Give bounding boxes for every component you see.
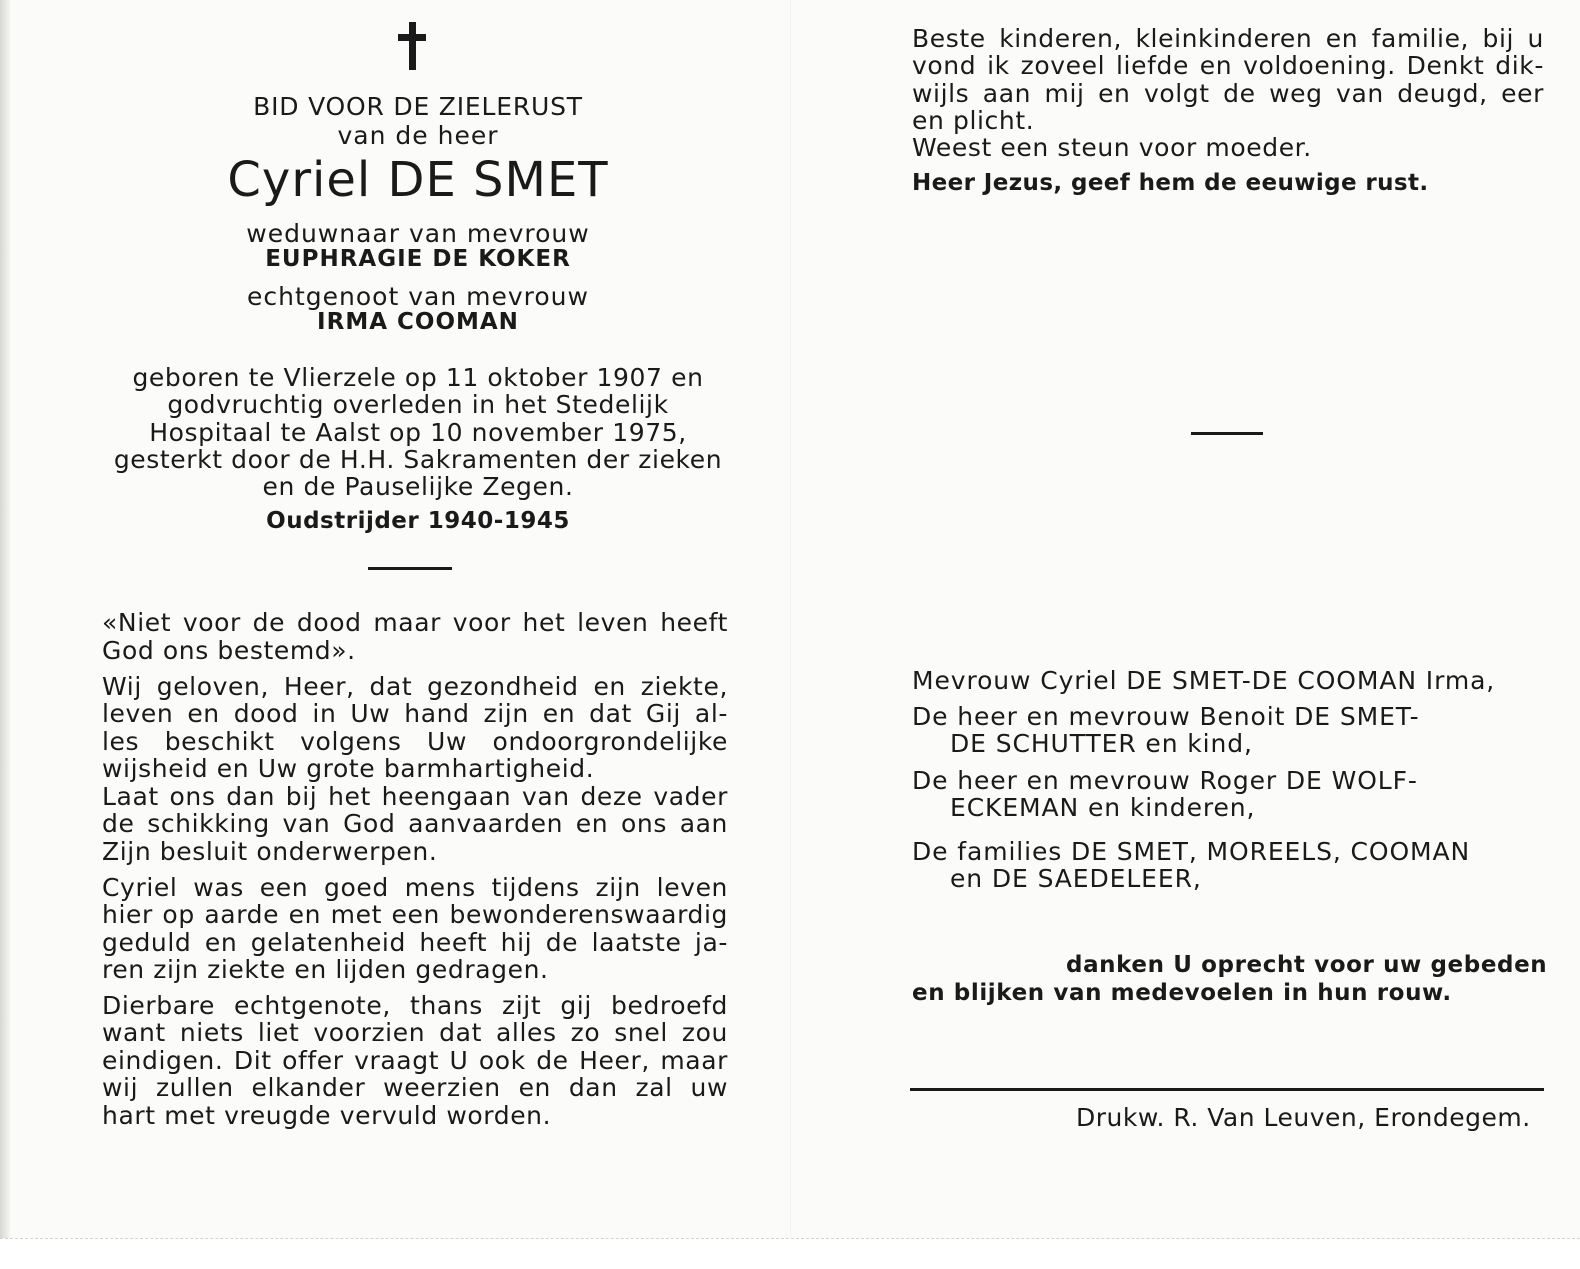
family-line: ECKEMAN en kinderen, <box>950 793 1256 822</box>
widower-of: weduwnaar van mevrouw <box>246 219 590 248</box>
farewell-line: want niets liet voorzien dat alles zo snel zou <box>102 1018 728 1047</box>
family-line: De families DE SMET, MOREELS, COOMAN <box>912 837 1471 866</box>
farewell-line: Dierbare echtgenote, thans zijt gij bedroefd <box>102 991 728 1020</box>
tribute-line: Cyriel was een goed mens tijdens zijn leven <box>102 873 728 902</box>
family-line: en DE SAEDELEER, <box>950 864 1202 893</box>
intro-line: Beste kinderen, kleinkinderen en familie, bij u <box>912 24 1544 53</box>
tribute-line: hier op aarde en met een bewonderenswaardig <box>102 900 728 929</box>
subheading: van de heer <box>337 121 499 150</box>
thanks-line: en blijken van medevoelen in hun rouw. <box>912 980 1452 1006</box>
prayer-line: Zijn besluit onderwerpen. <box>102 837 438 866</box>
tribute-line: ren zijn ziekte en lijden gedragen. <box>102 955 549 984</box>
support-line: Weest een steun voor moeder. <box>912 133 1312 162</box>
farewell-line: wij zullen elkander weerzien en dan zal uw <box>102 1073 728 1102</box>
scan-left-edge <box>0 0 10 1268</box>
footer-rule <box>910 1088 1544 1091</box>
intro-line: en plicht. <box>912 106 1035 135</box>
bio-line: gesterkt door de H.H. Sakramenten der zieken <box>113 445 723 474</box>
closing-prayer: Heer Jezus, geef hem de eeuwige rust. <box>912 170 1429 196</box>
quote-line: God ons bestemd». <box>102 636 356 665</box>
family-line: De heer en mevrouw Benoit DE SMET- <box>912 702 1420 731</box>
family-line: DE SCHUTTER en kind, <box>950 729 1253 758</box>
deceased-name: Cyriel DE SMET <box>227 152 609 208</box>
spouse-of: echtgenoot van mevrouw <box>247 282 589 311</box>
bio-line: godvruchtig overleden in het Stedelijk <box>167 390 669 419</box>
quote-line: «Niet voor de dood maar voor het leven heeft <box>102 608 728 637</box>
cross-icon <box>398 22 426 72</box>
intro-line: wijls aan mij en volgt de weg van deugd, eer <box>912 79 1544 108</box>
prayer-line: Wij geloven, Heer, dat gezondheid en ziekte, <box>102 672 728 701</box>
printer-credit: Drukw. R. Van Leuven, Erondegem. <box>1076 1103 1531 1132</box>
bio-line: geboren te Vlierzele op 11 oktober 1907 en <box>132 363 704 392</box>
prayer-line: les beschikt volgens Uw ondoorgrondelijke <box>102 727 728 756</box>
prayer-line: wijsheid en Uw grote barmhartigheid. <box>102 754 595 783</box>
bio-line: Hospitaal te Aalst op 10 november 1975, <box>149 418 687 447</box>
divider <box>1191 432 1263 435</box>
tribute-line: geduld en gelatenheid heeft hij de laatste ja- <box>102 928 728 957</box>
veteran-line: Oudstrijder 1940-1945 <box>266 508 570 534</box>
card-fold <box>790 0 791 1238</box>
prayer-line: de schikking van God aanvaarden en ons aan <box>102 809 728 838</box>
family-line: Mevrouw Cyriel DE SMET-DE COOMAN Irma, <box>912 666 1496 695</box>
intro-line: vond ik zoveel liefde en voldoening. Denkt dik- <box>912 51 1544 80</box>
bio-line: en de Pauselijke Zegen. <box>262 472 574 501</box>
divider <box>368 567 452 570</box>
farewell-line: eindigen. Dit offer vraagt U ook de Heer, maar <box>102 1046 728 1075</box>
second-wife: IRMA COOMAN <box>317 309 519 335</box>
scan-bottom-edge <box>0 1238 1580 1269</box>
first-wife: EUPHRAGIE DE KOKER <box>265 246 571 272</box>
heading: BID VOOR DE ZIELERUST <box>253 92 583 121</box>
thanks-line: danken U oprecht voor uw gebeden <box>1066 952 1548 978</box>
family-line: De heer en mevrouw Roger DE WOLF- <box>912 766 1418 795</box>
prayer-line: Laat ons dan bij het heengaan van deze vader <box>102 782 728 811</box>
prayer-line: leven en dood in Uw hand zijn en dat Gij al- <box>102 699 728 728</box>
farewell-line: hart met vreugde vervuld worden. <box>102 1101 552 1130</box>
